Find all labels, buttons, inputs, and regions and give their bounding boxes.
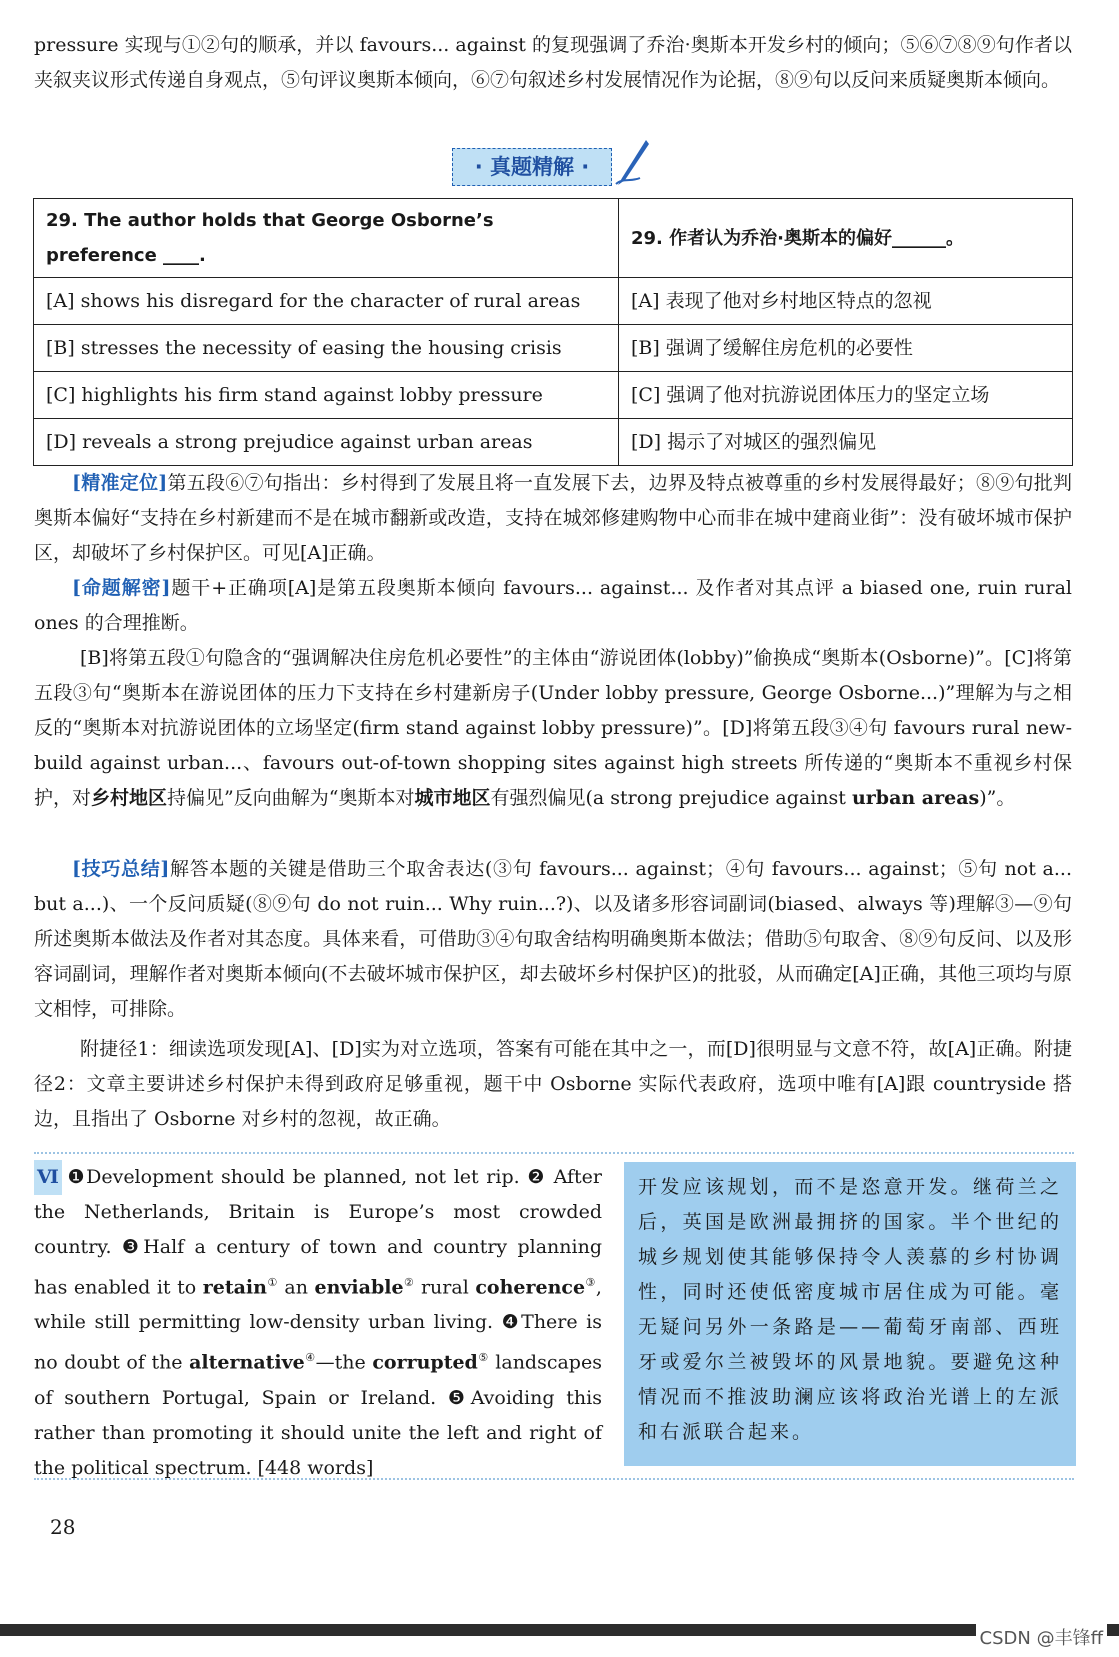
passage-s3: rural [414,1276,476,1299]
pen-icon [612,138,652,188]
vocab-coherence: coherence [475,1276,586,1299]
option-row-b [34,325,1073,372]
skill-tag: [技巧总结] [72,858,170,880]
option-d-cn: [D] 揭示了对城区的强烈偏见 [619,419,1073,466]
divider-bottom [34,1478,1074,1480]
vocab-corrupted: corrupted [372,1351,478,1374]
option-b-en: [B] stresses the necessity of easing the housing crisis [34,325,619,372]
wrong-bold-3: urban areas [851,787,980,809]
passage-s6: landscapes of southern Portugal, Spain or Ireland. ❺Avoiding this rather than promoting it should unite the left and right of the political spectrum. [448 words] [34,1351,602,1479]
decode-paragraph [34,571,1072,641]
question-table [33,198,1073,466]
option-c-en: [C] highlights his firm stand against lobby pressure [34,372,619,419]
question-stem-en: 29. The author holds that George Osborne’s preference ____. [34,199,619,278]
wrong-text-3: 有强烈偏见(a strong prejudice against [490,787,852,809]
decode-tag: [命题解密] [72,577,171,599]
divider-top [34,1152,1074,1154]
option-row-d [34,419,1073,466]
skill-paragraph [34,852,1072,1027]
passage-s2: an [277,1276,315,1299]
option-row-a [34,278,1073,325]
locate-text: 第五段⑥⑦句指出：乡村得到了发展且将一直发展下去，边界及特点被尊重的乡村发展得最好；⑧⑨句批判奥斯本偏好“支持在乡村新建而不是在城市翻新或改造，支持在城郊修建购物中心而非在城中建商业街”：没有破坏城市保护区，却破坏了乡村保护区。可见[A]正确。 [34,472,1072,564]
vocab-note-4: ④ [304,1351,316,1365]
passage-s5: —the [315,1351,373,1374]
section-title: · 真题精解 · [452,148,612,186]
wrong-text-4: )”。 [979,787,1016,809]
bottom-bar [0,1624,1119,1636]
option-c-cn: [C] 强调了他对抗游说团体压力的坚定立场 [619,372,1073,419]
locate-tag: [精准定位] [72,472,168,494]
wrong-bold-2: 城市地区 [414,787,491,809]
option-d-en: [D] reveals a strong prejudice against urban areas [34,419,619,466]
passage-s1: ❶Development should be planned, not let rip. ❷ After the Netherlands, Britain is Europe’s most crowded country. ❸Half a century of town and country planning has enabled it to [34,1166,602,1299]
translation-box: 开发应该规划，而不是恣意开发。继荷兰之后，英国是欧洲最拥挤的国家。半个世纪的城乡规划使其能够保持令人羡慕的乡村协调性，同时还使低密度城市居住成为可能。毫无疑问另外一条路是——葡萄牙南部、西班牙或爱尔兰被毁坏的风景地貌。要避免这种情况而不推波助澜应该将政治光谱上的左派和右派联合起来。 [624,1162,1076,1466]
watermark: CSDN @丰锋ff [976,1624,1107,1650]
page-number: 28 [50,1515,76,1539]
wrong-text-1: [B]将第五段①句隐含的“强调解决住房危机必要性”的主体由“游说团体(lobby)”偷换成“奥斯本(Osborne)”。[C]将第五段③句“奥斯本在游说团体的压力下支持在乡村建新房子(Under lobby pressure, George Osborne...)”理解为与之相反的“奥斯本对抗游说团体的立场坚定(firm stand against lobby pressure)”。[D]将第五段③④句 favours rural new-build against urban...、favours out-of-town shopping sites against high streets 所传递的“奥斯本不重视乡村保护，对 [34,647,1072,809]
passage-s4: , while still permitting low-density urban living. ❹There is no doubt of the [34,1276,602,1374]
locate-paragraph [34,466,1072,571]
option-a-en: [A] shows his disregard for the character of rural areas [34,278,619,325]
vocab-note-1: ① [266,1276,278,1289]
wrong-text-2: 持偏见”反向曲解为“奥斯本对 [167,787,415,809]
vocab-enviable: enviable [314,1276,404,1299]
vocab-note-5: ⑤ [477,1351,489,1365]
option-b-cn: [B] 强调了缓解住房危机的必要性 [619,325,1073,372]
intro-paragraph: pressure 实现与①②句的顺承，并以 favours... against 的复现强调了乔治·奥斯本开发乡村的倾向；⑤⑥⑦⑧⑨句作者以夹叙夹议形式传递自身观点，⑤句评议奥斯本倾向，⑥⑦句叙述乡村发展情况作为论据，⑧⑨句以反问来质疑奥斯本倾向。 [34,34,1072,91]
decode-text: 题干+正确项[A]是第五段奥斯本倾向 favours... against... 及作者对其点评 a biased one, ruin rural ones 的合理推断。 [34,577,1072,634]
vocab-alternative: alternative [189,1351,305,1374]
question-stem-row [34,199,1073,278]
wrong-options-paragraph [34,641,1072,816]
passage-english [34,1160,602,1486]
option-a-cn: [A] 表现了他对乡村地区特点的忽视 [619,278,1073,325]
vocab-note-3: ③ [585,1276,596,1289]
vocab-note-2: ② [403,1276,415,1289]
paragraph-marker: Ⅵ [34,1160,62,1195]
skill-text: 解答本题的关键是借助三个取舍表达(③句 favours... against；④句 favours... against；⑤句 not a... but a...)、一个反问质疑(⑧⑨句 do not ruin... Why ruin...?)、以及诸多形容词副词(biased、always 等)理解③—⑨句所述奥斯本做法及作者对其态度。具体来看，可借助③④句取舍结构明确奥斯本做法；借助⑤句取舍、⑧⑨句反问、以及形容词副词，理解作者对奥斯本倾向(不去破坏城市保护区，却去破坏乡村保护区)的批驳，从而确定[A]正确，其他三项均与原文相悖，可排除。 [34,858,1072,1020]
shortcut-paragraph: 附捷径1：细读选项发现[A]、[D]实为对立选项，答案有可能在其中之一，而[D]很明显与文意不符，故[A]正确。附捷径2：文章主要讲述乡村保护未得到政府足够重视，题干中 Osborne 实际代表政府，选项中唯有[A]跟 countryside 搭边，且指出了 Osborne 对乡村的忽视，故正确。 [34,1038,1072,1130]
option-row-c [34,372,1073,419]
wrong-bold-1: 乡村地区 [91,787,168,809]
question-stem-cn: 29. 作者认为乔治·奥斯本的偏好______。 [619,199,1073,278]
vocab-retain: retain [202,1276,267,1299]
